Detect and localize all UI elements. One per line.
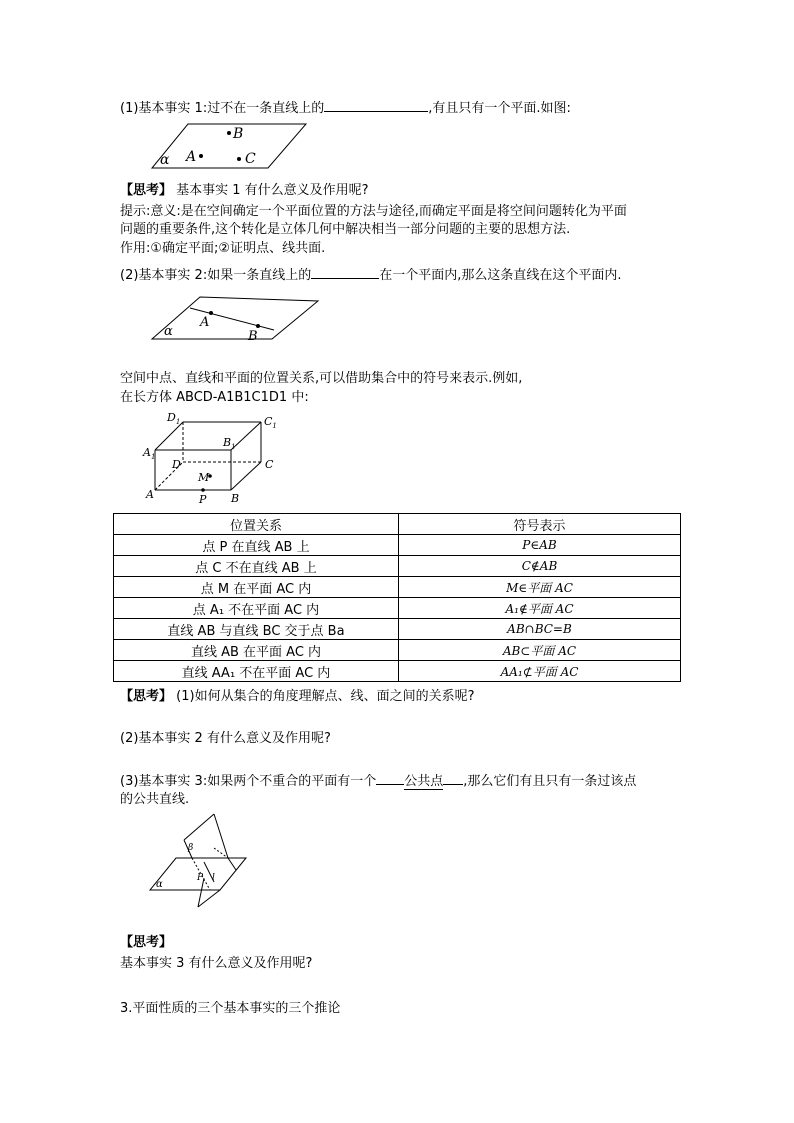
figure-line-in-plane — [150, 295, 320, 345]
plane-outline — [152, 124, 306, 168]
label-a1: $A_1$ — [143, 446, 156, 461]
think2-q1: (1)如何从集合的角度理解点、线、面之间的关系呢? — [172, 689, 475, 704]
table-cell-relation: 直线 AA₁ 不在平面 AC 内 — [114, 661, 399, 682]
think3-question: 基本事实 3 有什么意义及作用呢? — [120, 956, 313, 971]
fact1-blank — [324, 99, 428, 112]
think1-hint-line2: 问题的重要条件,这个转化是立体几何中解决相当一部分问题的主要的思想方法. — [120, 222, 571, 237]
label-b1: $B_1$ — [223, 436, 236, 451]
table-row — [114, 556, 681, 577]
point-b — [256, 324, 260, 328]
think2-q1-line — [120, 688, 474, 706]
label-a: A — [200, 315, 210, 330]
label-p: P — [197, 873, 204, 883]
figure-plane-abc — [150, 122, 310, 172]
table-header-symbol: 符号表示 — [399, 514, 681, 535]
intro-line1: 空间中点、直线和平面的位置关系,可以借助集合中的符号来表示.例如, — [120, 371, 523, 386]
table-cell-relation: 直线 AB 在平面 AC 内 — [114, 640, 399, 661]
label-b: B — [248, 329, 258, 344]
label-l: l — [212, 873, 215, 883]
fact3-blank-left — [376, 772, 404, 785]
fact3-answer: 公共点 — [404, 774, 444, 789]
fact2-suffix: 在一个平面内,那么这条直线在这个平面内. — [379, 268, 622, 283]
table-row — [114, 598, 681, 619]
label-alpha: α — [164, 324, 173, 339]
fact2-line — [120, 266, 621, 285]
think3-tag: 【思考】 — [120, 935, 173, 950]
label-c1: $C_1$ — [264, 415, 277, 430]
table-row — [114, 535, 681, 556]
fact1-suffix: ,有且只有一个平面.如图: — [428, 101, 571, 116]
label-m: M — [198, 471, 210, 484]
fact3-suffix: ,那么它们有且只有一条过该点 — [463, 774, 637, 789]
point-a — [209, 311, 213, 315]
table-row — [114, 577, 681, 598]
think-tag: 【思考】 — [120, 183, 173, 198]
label-d1: $D_1$ — [167, 411, 181, 426]
table-header-row — [114, 514, 681, 535]
table-cell-symbol: M∈平面 AC — [399, 577, 681, 598]
table-cell-relation: 点 A₁ 不在平面 AC 内 — [114, 598, 399, 619]
table-cell-symbol: A₁∉平面 AC — [399, 598, 681, 619]
label-c: C — [245, 151, 256, 167]
table-cell-relation: 点 P 在直线 AB 上 — [114, 535, 399, 556]
fact3-line — [120, 772, 636, 791]
fact1-line — [120, 99, 571, 118]
think1-question: 基本事实 1 有什么意义及作用呢? — [172, 183, 369, 198]
think1-hint-line1: 提示:意义:是在空间确定一个平面位置的方法与途径,而确定平面是将空间问题转化为平面 — [120, 204, 627, 219]
point-c — [237, 157, 241, 161]
table-row — [114, 619, 681, 640]
label-d: D — [172, 458, 181, 471]
fact3-blank-right — [443, 772, 463, 785]
think1-question-line — [120, 182, 369, 200]
label-c: C — [265, 458, 274, 471]
table-cell-relation: 直线 AB 与直线 BC 交于点 Ba — [114, 619, 399, 640]
figure-cuboid — [143, 410, 283, 510]
table-cell-symbol: AA₁⊄平面 AC — [399, 661, 681, 682]
point-a — [199, 154, 203, 158]
section3-title: 3.平面性质的三个基本事实的三个推论 — [120, 1001, 341, 1016]
relation-table — [113, 513, 681, 682]
fact2-blank — [311, 266, 379, 279]
think1-use: 作用:①确定平面;②证明点、线共面. — [120, 241, 326, 256]
table-cell-relation: 点 C 不在直线 AB 上 — [114, 556, 399, 577]
table-header-relation: 位置关系 — [114, 514, 399, 535]
table-cell-symbol: AB∩BC=B — [399, 619, 681, 640]
fact3-prefix: (3)基本事实 3:如果两个不重合的平面有一个 — [120, 774, 377, 789]
plane-outline — [152, 297, 318, 339]
label-alpha: α — [156, 879, 163, 890]
label-beta: β — [188, 843, 194, 853]
label-b: B — [231, 492, 240, 505]
label-p: P — [199, 493, 207, 506]
label-a: A — [186, 149, 197, 165]
table-row — [114, 640, 681, 661]
think2-q2: (2)基本事实 2 有什么意义及作用呢? — [120, 731, 331, 746]
table-cell-relation: 点 M 在平面 AC 内 — [114, 577, 399, 598]
figure-intersecting-planes — [148, 812, 258, 908]
intro-line2: 在长方体 ABCD-A1B1C1D1 中: — [120, 390, 309, 405]
table-cell-symbol: P∈AB — [399, 535, 681, 556]
fact2-prefix: (2)基本事实 2:如果一条直线上的 — [120, 268, 312, 283]
point-b — [227, 131, 231, 135]
table-cell-symbol: C∉AB — [399, 556, 681, 577]
fact3-line2: 的公共直线. — [120, 792, 190, 807]
label-a: A — [146, 488, 154, 501]
label-b: B — [233, 126, 244, 142]
table-row — [114, 661, 681, 682]
think-tag: 【思考】 — [120, 689, 173, 704]
label-alpha: α — [160, 152, 170, 168]
fact1-prefix: (1)基本事实 1:过不在一条直线上的 — [120, 101, 325, 116]
point-p — [201, 488, 205, 492]
table-cell-symbol: AB⊂平面 AC — [399, 640, 681, 661]
